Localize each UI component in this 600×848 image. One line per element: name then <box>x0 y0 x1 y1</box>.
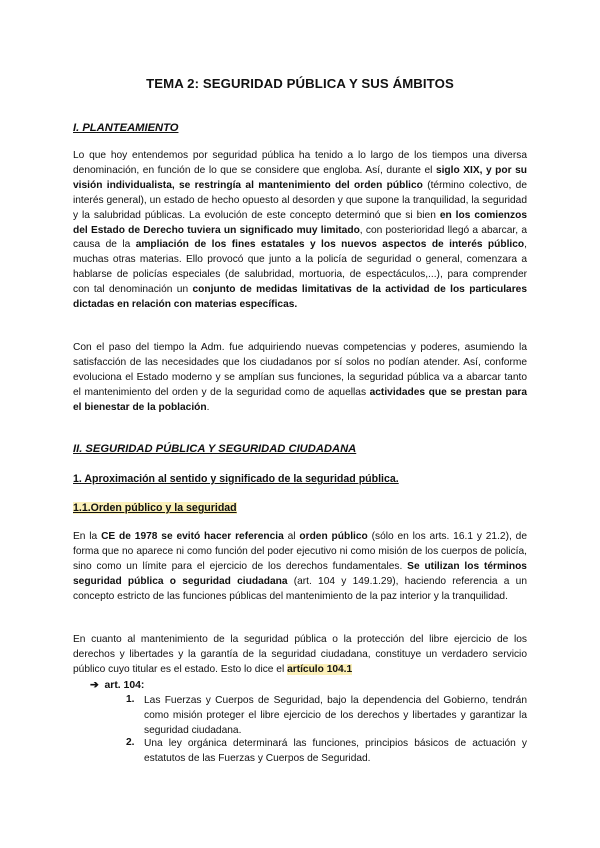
paragraph-constitucion <box>73 530 527 605</box>
text-run: En la <box>73 531 102 542</box>
arrow-list-item <box>90 679 144 691</box>
section-heading-seguridad: II. SEGURIDAD PÚBLICA Y SEGURIDAD CIUDADANA <box>73 443 357 455</box>
list-item-text: Una ley orgánica determinará las funciones, principios básicos de actuación y estatutos de las Fuerzas y Cuerpos de Seguridad. <box>144 738 527 764</box>
bold-text: artículo 104.1 <box>287 663 353 675</box>
paragraph-mantenimiento <box>73 633 527 678</box>
bold-text: siglo XIX, y por su visión individualista, se restringía al mantenimiento del orden público <box>73 164 527 191</box>
bold-text: orden público <box>299 531 368 542</box>
bold-text: conjunto de medidas limitativas de la actividad de los particulares dictadas en relación con materias específicas. <box>73 284 527 311</box>
subsection-heading-aproximacion: 1. Aproximación al sentido y significado de la seguridad pública. <box>73 473 399 485</box>
text-run: al <box>283 531 300 542</box>
section-heading-planteamiento: I. PLANTEAMIENTO <box>73 122 179 134</box>
text-run: En cuanto al mantenimiento de la seguridad pública o la protección del libre ejercicio de los derechos y libertades y la garantía de la seguridad ciudadana, constituye un verdadero servicio público cuyo titular es el estado. Esto lo dice el <box>73 634 527 675</box>
bold-text: en los comienzos del Estado de Derecho tuviera un significado muy limitado <box>73 209 528 236</box>
text-run: , muchas otras materias. Ello provocó que junto a la policía de seguridad o general, comenzara a hablarse de policías especiales (de salubridad, mortuoria, de espectáculos,...), para comprender con tal denominación un <box>73 239 527 296</box>
bold-text: actividades que se prestan para el bienestar de la población <box>73 386 527 413</box>
list-item-text: Las Fuerzas y Cuerpos de Seguridad, bajo la dependencia del Gobierno, tendrán como misión proteger el libre ejercicio de los derechos y libertades y garantizar la seguridad ciudadana. <box>144 695 527 736</box>
text-run: (sólo en los arts. 16.1 y 21.2), de forma que no aparece ni como función del poder ejecutivo ni como misión de los cuerpos de policía, sino como un límite para el ejercicio de los derechos fundamentales. <box>73 531 527 572</box>
text-run: , con posterioridad llegó a abarcar, a causa de la <box>73 224 527 251</box>
list-item-number: 1. <box>126 694 135 705</box>
arrow-item-label: art. 104: <box>104 680 145 691</box>
arrow-icon: ➔ <box>90 680 99 691</box>
text-run: Lo que hoy entendemos por seguridad pública ha tenido a lo largo de los tiempos una diversa denominación, en función de lo que se considere que engloba. Así, durante el <box>73 150 527 176</box>
paragraph-adm-evolucion <box>73 341 527 416</box>
text-run: Con el paso del tiempo la Adm. fue adquiriendo nuevas competencias y poderes, asumiendo la satisfacción de las necesidades que los ciudadanos por sí solos no podían atender. Así, conforme evoluciona el Estado moderno y se amplían sus funciones, la seguridad pública va a abarcar tanto el mantenimiento del orden y de la seguridad como de aquellas <box>73 342 527 398</box>
bold-text: ampliación de los fines estatales y los nuevos aspectos de interés público <box>135 239 525 251</box>
text-run: (art. 104 y 149.1.29), haciendo referencia a un concepto estricto de las funciones públicas del mantenimiento de la paz interior y la tranquilidad. <box>73 575 527 602</box>
list-item-number: 2. <box>126 737 135 748</box>
subsection-heading-orden-publico <box>73 502 237 514</box>
bold-text: Se utilizan los términos seguridad pública o seguridad ciudadana <box>73 560 527 587</box>
document-title: TEMA 2: SEGURIDAD PÚBLICA Y SUS ÁMBITOS <box>146 76 454 91</box>
highlighted-subheading: 1.1.Orden público y la seguridad <box>73 502 237 514</box>
paragraph-seguridad-historia <box>73 149 527 313</box>
text-run: (término colectivo, de interés general), un estado de hecho opuesto al desorden y que supone la tranquilidad, la seguridad y la salubridad públicas. La evolución de este concepto determinó que si bien <box>73 179 527 221</box>
bold-text: CE de 1978 se evitó hacer referencia <box>101 531 284 542</box>
text-run: . <box>206 401 210 413</box>
